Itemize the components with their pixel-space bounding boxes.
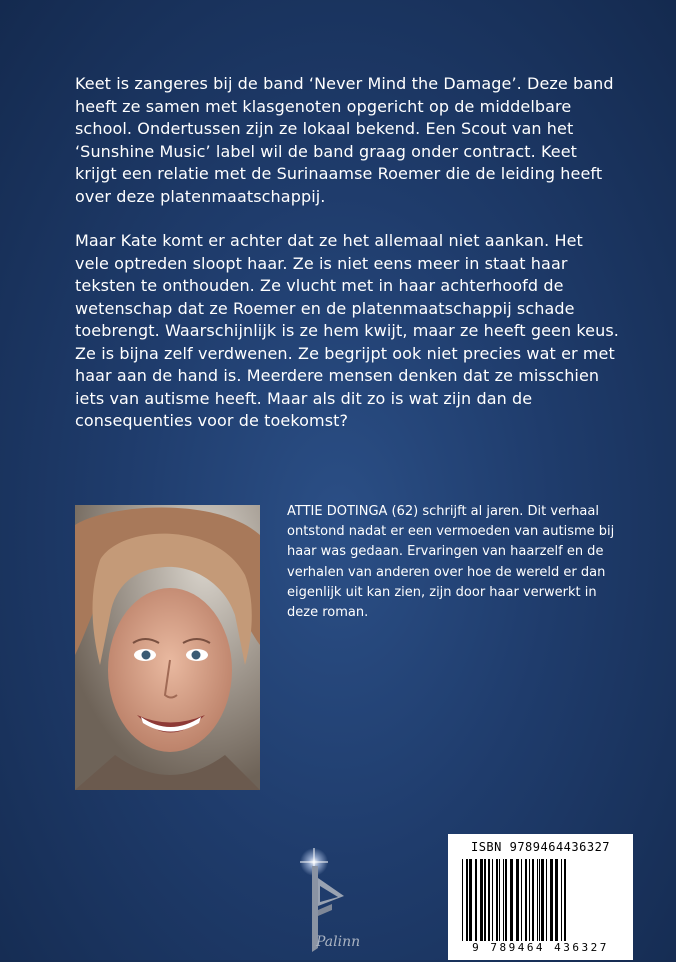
barcode-bar [525,859,527,941]
barcode-bar [532,859,534,941]
barcode-bar [537,859,538,941]
barcode-bar [462,859,463,941]
blurb-paragraph-2: Maar Kate komt er achter dat ze het allemaal niet aankan. Het vele optreden sloopt haar. Ze is niet eens meer in staat haar teksten te onthouden. Ze vlucht met in haar achterhoofd de wetenschap dat ze Roemer en de platenmaatschappij schade toebrengt. Waarschijnlijk is ze hem kwijt, maar ze heeft geen keus. Ze is bijna zelf verdwenen. Ze begrijpt ook niet precies wat er met haar aan de hand is. Meerdere mensen denken dat ze misschien iets van autisme heeft. Maar als dit zo is wat zijn dan de consequenties voor de toekomst? [75,231,619,430]
barcode-bar [510,859,513,941]
barcode-bars [460,859,620,941]
barcode-bar [546,859,547,941]
barcode-bar [475,859,477,941]
publisher-logo [286,848,386,958]
isbn-label: ISBN 9789464436327 [470,840,611,854]
barcode-bar [480,859,483,941]
barcode-bar [550,859,553,941]
barcode-bar [466,859,468,941]
barcode-bar [564,859,566,941]
blurb-paragraph-1: Keet is zangeres bij de band ‘Never Mind the Damage’. Deze band heeft ze samen met klasgenoten opgericht op de middelbare school. Ondertussen zijn ze lokaal bekend. Een Scout van het ‘Sunshine Music’ label wil de band graag onder contract. Keet krijgt een relatie met de Surinaamse Roemer die de leiding heeft over deze platenmaatschappij. [75,74,614,206]
barcode-bar [521,859,522,941]
barcode-bar [505,859,507,941]
barcode-bar [529,859,530,941]
barcode-bar [516,859,519,941]
barcode-bar [496,859,498,941]
isbn-barcode [448,834,633,960]
barcode-bar [541,859,544,941]
author-bio: ATTIE DOTINGA (62) schrijft al jaren. Dit verhaal ontstond nadat er een vermoeden van autisme bij haar was gedaan. Ervaringen van haarzelf en de verhalen van anderen over hoe de wereld er dan eigenlijk uit kan zien, zijn door haar verwerkt in deze roman. [287,504,615,621]
barcode-bar [561,859,562,941]
publisher-logo-text: Palinn [316,934,361,950]
barcode-digits: 9 789464 436327 [472,941,609,954]
barcode-bar [499,859,500,941]
barcode-bar [503,859,504,941]
author-portrait-image [75,505,260,790]
barcode-bar [469,859,472,941]
barcode-bar [488,859,490,941]
barcode-bar [555,859,558,941]
barcode-bar [492,859,493,941]
back-cover-blurb [75,73,620,433]
author-photo [75,505,260,790]
barcode-bar [484,859,486,941]
barcode-bar [539,859,540,941]
